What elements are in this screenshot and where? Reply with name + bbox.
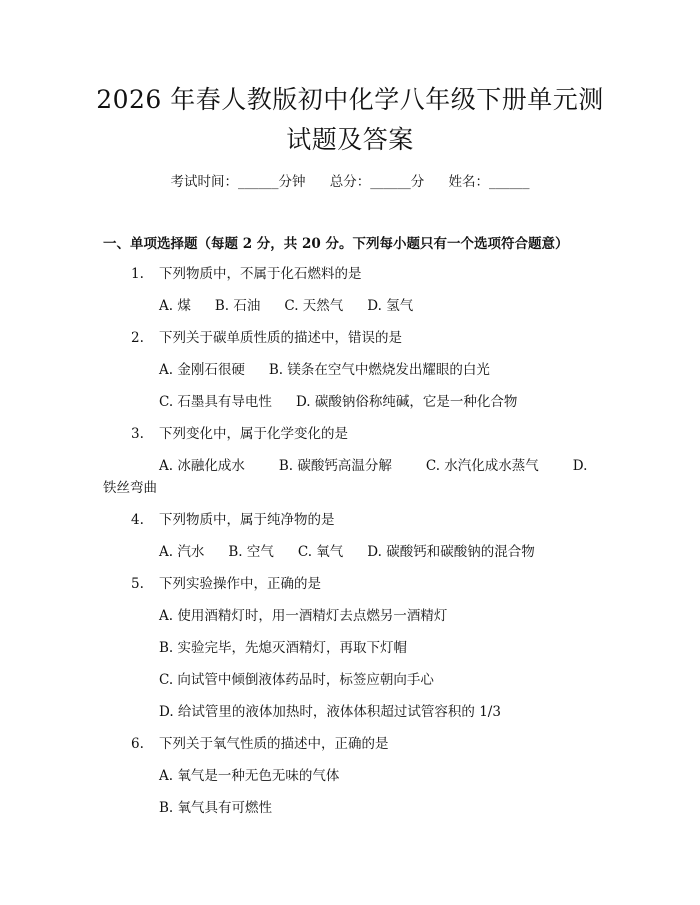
- option-d: D. 氢气: [367, 298, 414, 314]
- section-heading-single-choice: 一、单项选择题（每题 2 分，共 20 分。下列每小题只有一个选项符合题意）: [103, 236, 569, 252]
- question-1: [131, 262, 362, 282]
- question-3-options: [159, 454, 587, 474]
- question-6-option-a: A. 氧气是一种无色无味的气体: [159, 768, 340, 784]
- document-title-line-1: 2026 年春人教版初中化学八年级下册单元测: [96, 85, 604, 114]
- question-4: [131, 508, 335, 528]
- question-text: 下列实验操作中，正确的是: [159, 576, 321, 592]
- option-d: D. 碳酸钠俗称纯碱，它是一种化合物: [295, 394, 518, 410]
- question-2: [131, 326, 402, 346]
- document-title-line-2: 试题及答案: [286, 125, 414, 154]
- question-2-options-row-1: [159, 358, 514, 378]
- question-6-option-b: B. 氧气具有可燃性: [159, 800, 273, 816]
- option-b: B. 镁条在空气中燃烧发出耀眼的白光: [268, 362, 490, 378]
- option-c: C. 氧气: [297, 544, 344, 560]
- option-b: B. 石油: [214, 298, 261, 314]
- option-a: A. 金刚石很硬: [159, 362, 245, 378]
- question-text: 下列物质中，属于纯净物的是: [159, 512, 335, 528]
- option-d: D. 碳酸钙和碳酸钠的混合物: [367, 544, 535, 560]
- option-c: C. 天然气: [284, 298, 344, 314]
- total-score-field: 总分：______分: [329, 174, 425, 190]
- exam-time-field: 考试时间：______分钟: [170, 174, 306, 190]
- question-number: 4.: [131, 512, 144, 528]
- option-c: C. 水汽化成水蒸气: [425, 458, 539, 474]
- question-5: [131, 572, 321, 592]
- question-number: 2.: [131, 330, 144, 346]
- option-a: A. 冰融化成水: [159, 458, 245, 474]
- question-6: [131, 732, 389, 752]
- option-c: C. 石墨具有导电性: [159, 394, 272, 410]
- option-a: A. 煤: [159, 298, 191, 314]
- option-d: D.: [572, 458, 588, 474]
- question-2-options-row-2: [159, 390, 541, 410]
- question-number: 6.: [131, 736, 144, 752]
- question-3: [131, 422, 348, 442]
- option-b: B. 空气: [228, 544, 274, 560]
- question-5-option-a: A. 使用酒精灯时，用一酒精灯去点燃另一酒精灯: [159, 608, 448, 624]
- question-text: 下列物质中，不属于化石燃料的是: [159, 266, 362, 282]
- option-a: A. 汽水: [159, 544, 205, 560]
- question-5-option-c: C. 向试管中倾倒液体药品时，标签应朝向手心: [159, 672, 434, 688]
- question-5-option-b: B. 实验完毕，先熄灭酒精灯，再取下灯帽: [159, 640, 408, 656]
- student-name-field: 姓名：______: [448, 174, 530, 190]
- question-text: 下列关于碳单质性质的描述中，错误的是: [159, 330, 402, 346]
- question-number: 1.: [131, 266, 144, 282]
- question-3-option-d-continued: 铁丝弯曲: [103, 480, 157, 496]
- question-4-options: [159, 540, 559, 560]
- question-1-options: [159, 294, 437, 314]
- question-number: 5.: [131, 576, 144, 592]
- exam-meta: [0, 170, 700, 190]
- question-5-option-d: D. 给试管里的液体加热时，液体体积超过试管容积的 1/3: [159, 704, 501, 720]
- option-b: B. 碳酸钙高温分解: [278, 458, 392, 474]
- question-number: 3.: [131, 426, 144, 442]
- question-text: 下列变化中，属于化学变化的是: [159, 426, 348, 442]
- question-text: 下列关于氧气性质的描述中，正确的是: [159, 736, 389, 752]
